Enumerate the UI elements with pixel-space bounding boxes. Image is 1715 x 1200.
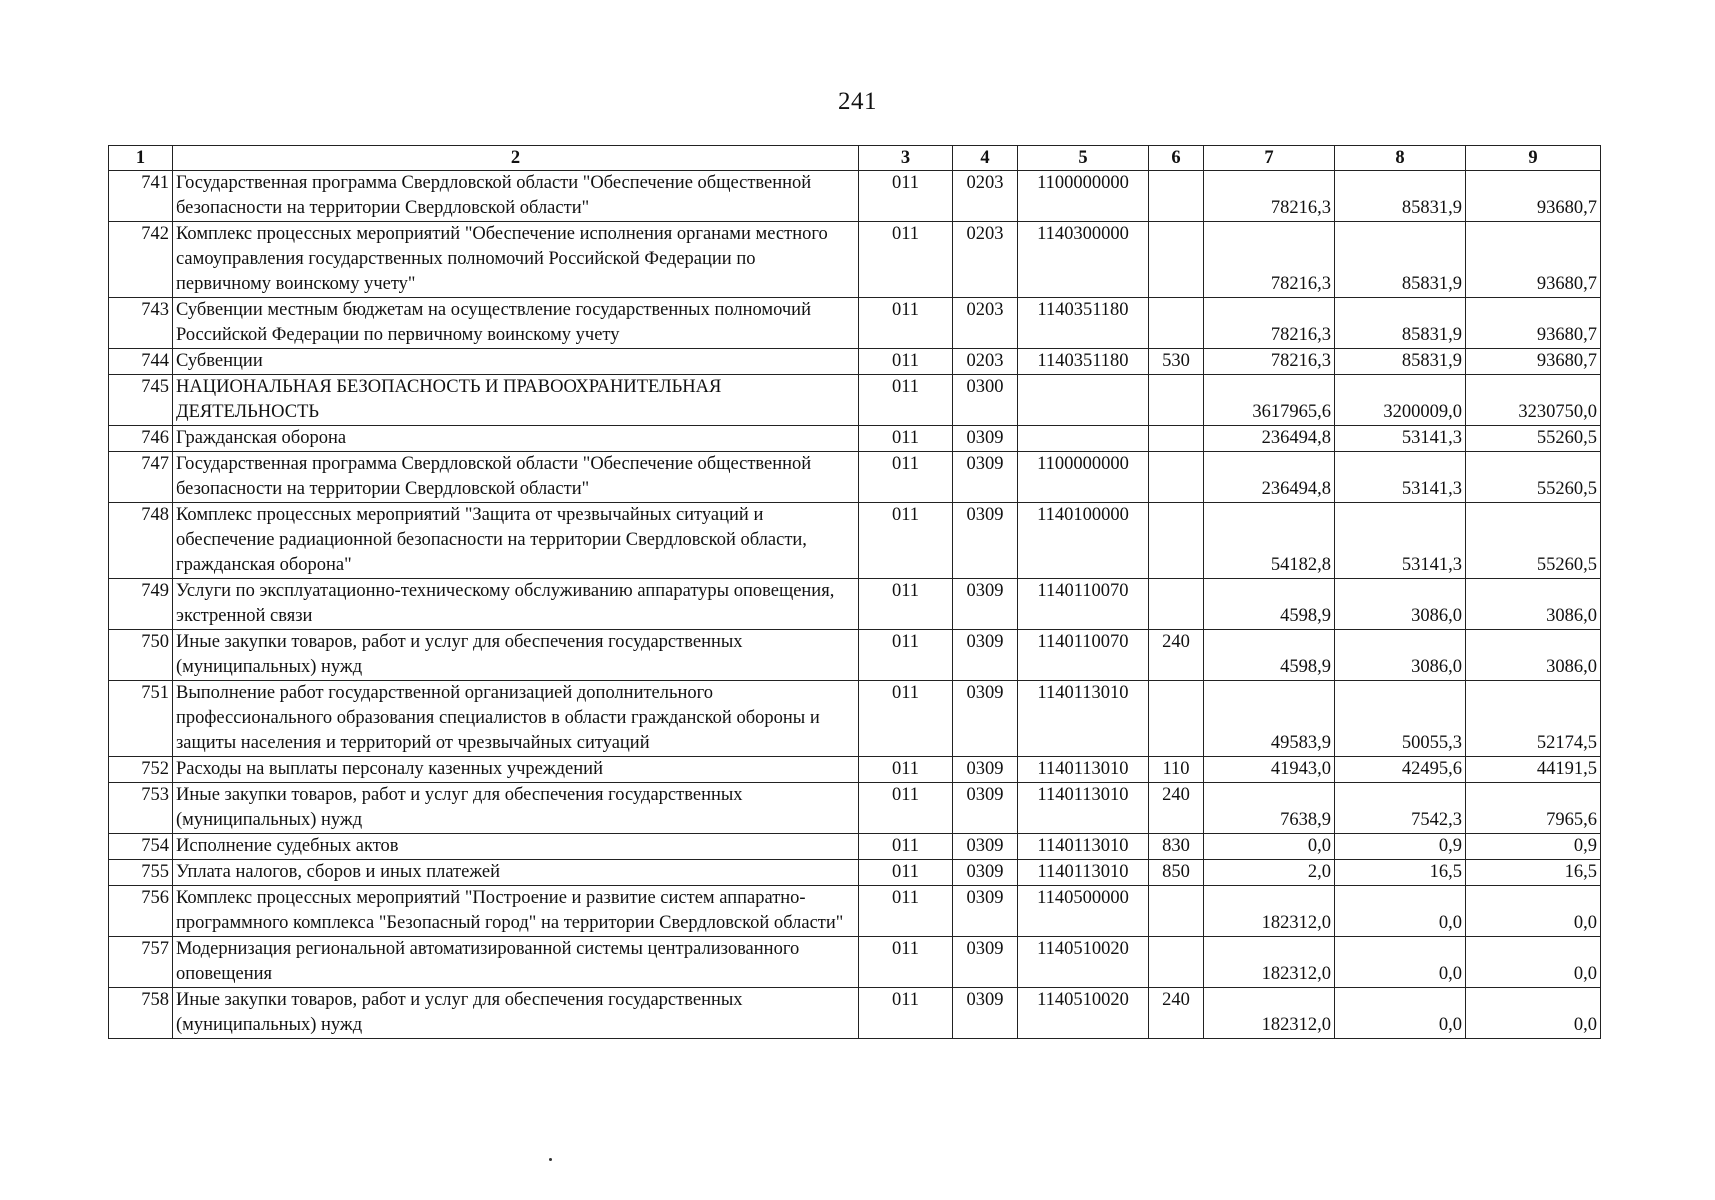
item-name: Государственная программа Свердловской области "Обеспечение общественной безопасности на территории Свердловской области" [173,171,859,222]
amount-col7: 78216,3 [1204,222,1335,298]
admin-code: 011 [859,860,953,886]
row-number: 750 [109,630,173,681]
column-header: 1 [109,146,173,171]
section-code: 0203 [953,349,1018,375]
target-article-code: 1140500000 [1018,886,1149,937]
table-row [109,757,1601,783]
column-header: 9 [1466,146,1601,171]
row-number: 758 [109,988,173,1039]
amount-col9: 93680,7 [1466,298,1601,349]
admin-code: 011 [859,503,953,579]
amount-col9: 3086,0 [1466,579,1601,630]
target-article-code: 1100000000 [1018,171,1149,222]
expense-type-code: 110 [1149,757,1204,783]
page-number: 241 [838,88,877,115]
row-number: 749 [109,579,173,630]
budget-table [108,145,1601,1039]
section-code: 0309 [953,860,1018,886]
expense-type-code: 850 [1149,860,1204,886]
row-number: 743 [109,298,173,349]
amount-col8: 3086,0 [1335,630,1466,681]
amount-col9: 55260,5 [1466,503,1601,579]
expense-type-code [1149,375,1204,426]
amount-col7: 41943,0 [1204,757,1335,783]
item-name: Иные закупки товаров, работ и услуг для обеспечения государственных (муниципальных) нужд [173,630,859,681]
amount-col7: 78216,3 [1204,171,1335,222]
amount-col9: 55260,5 [1466,426,1601,452]
amount-col9: 93680,7 [1466,222,1601,298]
table-row [109,783,1601,834]
section-code: 0309 [953,426,1018,452]
table-row [109,937,1601,988]
item-name: Услуги по эксплуатационно-техническому обслуживанию аппаратуры оповещения, экстренной связи [173,579,859,630]
expense-type-code: 240 [1149,988,1204,1039]
target-article-code: 1140113010 [1018,757,1149,783]
section-code: 0309 [953,834,1018,860]
amount-col8: 85831,9 [1335,171,1466,222]
table-row [109,503,1601,579]
amount-col8: 7542,3 [1335,783,1466,834]
amount-col8: 85831,9 [1335,222,1466,298]
section-code: 0309 [953,757,1018,783]
item-name: Уплата налогов, сборов и иных платежей [173,860,859,886]
section-code: 0203 [953,171,1018,222]
section-code: 0309 [953,579,1018,630]
column-header: 3 [859,146,953,171]
amount-col7: 2,0 [1204,860,1335,886]
column-header: 8 [1335,146,1466,171]
admin-code: 011 [859,452,953,503]
amount-col7: 4598,9 [1204,579,1335,630]
amount-col8: 85831,9 [1335,298,1466,349]
section-code: 0309 [953,503,1018,579]
table-row [109,988,1601,1039]
amount-col8: 3200009,0 [1335,375,1466,426]
expense-type-code [1149,886,1204,937]
amount-col8: 53141,3 [1335,426,1466,452]
section-code: 0309 [953,630,1018,681]
amount-col8: 85831,9 [1335,349,1466,375]
amount-col9: 16,5 [1466,860,1601,886]
amount-col9: 93680,7 [1466,171,1601,222]
amount-col9: 3086,0 [1466,630,1601,681]
amount-col7: 49583,9 [1204,681,1335,757]
amount-col7: 182312,0 [1204,886,1335,937]
section-code: 0203 [953,222,1018,298]
amount-col7: 7638,9 [1204,783,1335,834]
item-name: Исполнение судебных актов [173,834,859,860]
amount-col9: 0,9 [1466,834,1601,860]
amount-col8: 53141,3 [1335,503,1466,579]
table-row [109,349,1601,375]
item-name: Иные закупки товаров, работ и услуг для обеспечения государственных (муниципальных) нужд [173,783,859,834]
row-number: 752 [109,757,173,783]
item-name: Расходы на выплаты персоналу казенных учреждений [173,757,859,783]
item-name: Иные закупки товаров, работ и услуг для обеспечения государственных (муниципальных) нужд [173,988,859,1039]
target-article-code: 1140113010 [1018,783,1149,834]
amount-col9: 3230750,0 [1466,375,1601,426]
section-code: 0309 [953,681,1018,757]
amount-col8: 50055,3 [1335,681,1466,757]
expense-type-code [1149,681,1204,757]
admin-code: 011 [859,426,953,452]
target-article-code: 1140113010 [1018,681,1149,757]
table-row [109,630,1601,681]
expense-type-code: 240 [1149,783,1204,834]
amount-col8: 3086,0 [1335,579,1466,630]
amount-col8: 0,9 [1335,834,1466,860]
section-code: 0203 [953,298,1018,349]
amount-col9: 7965,6 [1466,783,1601,834]
item-name: Модернизация региональной автоматизированной системы централизованного оповещения [173,937,859,988]
section-code: 0309 [953,452,1018,503]
amount-col9: 0,0 [1466,937,1601,988]
amount-col7: 236494,8 [1204,452,1335,503]
admin-code: 011 [859,783,953,834]
section-code: 0309 [953,886,1018,937]
table-row [109,171,1601,222]
target-article-code: 1140110070 [1018,579,1149,630]
row-number: 742 [109,222,173,298]
target-article-code: 1140510020 [1018,937,1149,988]
expense-type-code [1149,171,1204,222]
row-number: 741 [109,171,173,222]
table-row [109,579,1601,630]
item-name: Гражданская оборона [173,426,859,452]
item-name: Комплекс процессных мероприятий "Защита от чрезвычайных ситуаций и обеспечение радиационной безопасности на территории Свердловской области, гражданская оборона" [173,503,859,579]
section-code: 0309 [953,783,1018,834]
expense-type-code: 830 [1149,834,1204,860]
row-number: 755 [109,860,173,886]
expense-type-code [1149,222,1204,298]
section-code: 0309 [953,988,1018,1039]
table-row [109,860,1601,886]
amount-col7: 0,0 [1204,834,1335,860]
item-name: Субвенции [173,349,859,375]
table-row [109,375,1601,426]
item-name: Субвенции местным бюджетам на осуществление государственных полномочий Российской Федерации по первичному воинскому учету [173,298,859,349]
admin-code: 011 [859,886,953,937]
column-header: 5 [1018,146,1149,171]
item-name: Выполнение работ государственной организацией дополнительного профессионального образования специалистов в области гражданской обороны и защиты населения и территорий от чрезвычайных ситуаций [173,681,859,757]
table-row [109,298,1601,349]
table-body [109,171,1601,1039]
row-number: 746 [109,426,173,452]
target-article-code: 1140300000 [1018,222,1149,298]
admin-code: 011 [859,681,953,757]
table-row [109,681,1601,757]
section-code: 0300 [953,375,1018,426]
amount-col9: 0,0 [1466,988,1601,1039]
column-header: 2 [173,146,859,171]
amount-col8: 42495,6 [1335,757,1466,783]
expense-type-code [1149,503,1204,579]
admin-code: 011 [859,937,953,988]
row-number: 745 [109,375,173,426]
column-header: 6 [1149,146,1204,171]
target-article-code [1018,375,1149,426]
admin-code: 011 [859,375,953,426]
amount-col7: 182312,0 [1204,937,1335,988]
expense-type-code [1149,452,1204,503]
target-article-code: 1140113010 [1018,860,1149,886]
admin-code: 011 [859,988,953,1039]
expense-type-code: 240 [1149,630,1204,681]
table-row [109,834,1601,860]
target-article-code: 1140351180 [1018,349,1149,375]
admin-code: 011 [859,298,953,349]
table-row [109,222,1601,298]
amount-col7: 3617965,6 [1204,375,1335,426]
amount-col8: 0,0 [1335,988,1466,1039]
amount-col8: 53141,3 [1335,452,1466,503]
target-article-code: 1140100000 [1018,503,1149,579]
admin-code: 011 [859,757,953,783]
amount-col9: 93680,7 [1466,349,1601,375]
amount-col8: 0,0 [1335,886,1466,937]
amount-col7: 182312,0 [1204,988,1335,1039]
row-number: 744 [109,349,173,375]
row-number: 754 [109,834,173,860]
row-number: 747 [109,452,173,503]
target-article-code: 1140510020 [1018,988,1149,1039]
target-article-code: 1140113010 [1018,834,1149,860]
target-article-code: 1100000000 [1018,452,1149,503]
amount-col7: 54182,8 [1204,503,1335,579]
expense-type-code [1149,579,1204,630]
column-header: 7 [1204,146,1335,171]
admin-code: 011 [859,630,953,681]
header-row [109,146,1601,171]
row-number: 757 [109,937,173,988]
amount-col9: 44191,5 [1466,757,1601,783]
table-row [109,426,1601,452]
item-name: НАЦИОНАЛЬНАЯ БЕЗОПАСНОСТЬ И ПРАВООХРАНИТЕЛЬНАЯ ДЕЯТЕЛЬНОСТЬ [173,375,859,426]
row-number: 756 [109,886,173,937]
amount-col8: 16,5 [1335,860,1466,886]
admin-code: 011 [859,579,953,630]
amount-col7: 4598,9 [1204,630,1335,681]
target-article-code [1018,426,1149,452]
admin-code: 011 [859,834,953,860]
admin-code: 011 [859,349,953,375]
stray-dot [549,1158,552,1161]
target-article-code: 1140110070 [1018,630,1149,681]
item-name: Государственная программа Свердловской области "Обеспечение общественной безопасности на территории Свердловской области" [173,452,859,503]
expense-type-code [1149,426,1204,452]
admin-code: 011 [859,222,953,298]
row-number: 748 [109,503,173,579]
row-number: 753 [109,783,173,834]
item-name: Комплекс процессных мероприятий "Обеспечение исполнения органами местного самоуправления государственных полномочий Российской Федерации по первичному воинскому учету" [173,222,859,298]
amount-col7: 78216,3 [1204,349,1335,375]
amount-col9: 0,0 [1466,886,1601,937]
amount-col8: 0,0 [1335,937,1466,988]
row-number: 751 [109,681,173,757]
expense-type-code [1149,298,1204,349]
expense-type-code [1149,937,1204,988]
item-name: Комплекс процессных мероприятий "Построение и развитие систем аппаратно-программного комплекса "Безопасный город" на территории Свердловской области" [173,886,859,937]
table-row [109,886,1601,937]
amount-col7: 236494,8 [1204,426,1335,452]
expense-type-code: 530 [1149,349,1204,375]
amount-col9: 55260,5 [1466,452,1601,503]
amount-col7: 78216,3 [1204,298,1335,349]
admin-code: 011 [859,171,953,222]
section-code: 0309 [953,937,1018,988]
table-row [109,452,1601,503]
target-article-code: 1140351180 [1018,298,1149,349]
column-header: 4 [953,146,1018,171]
amount-col9: 52174,5 [1466,681,1601,757]
